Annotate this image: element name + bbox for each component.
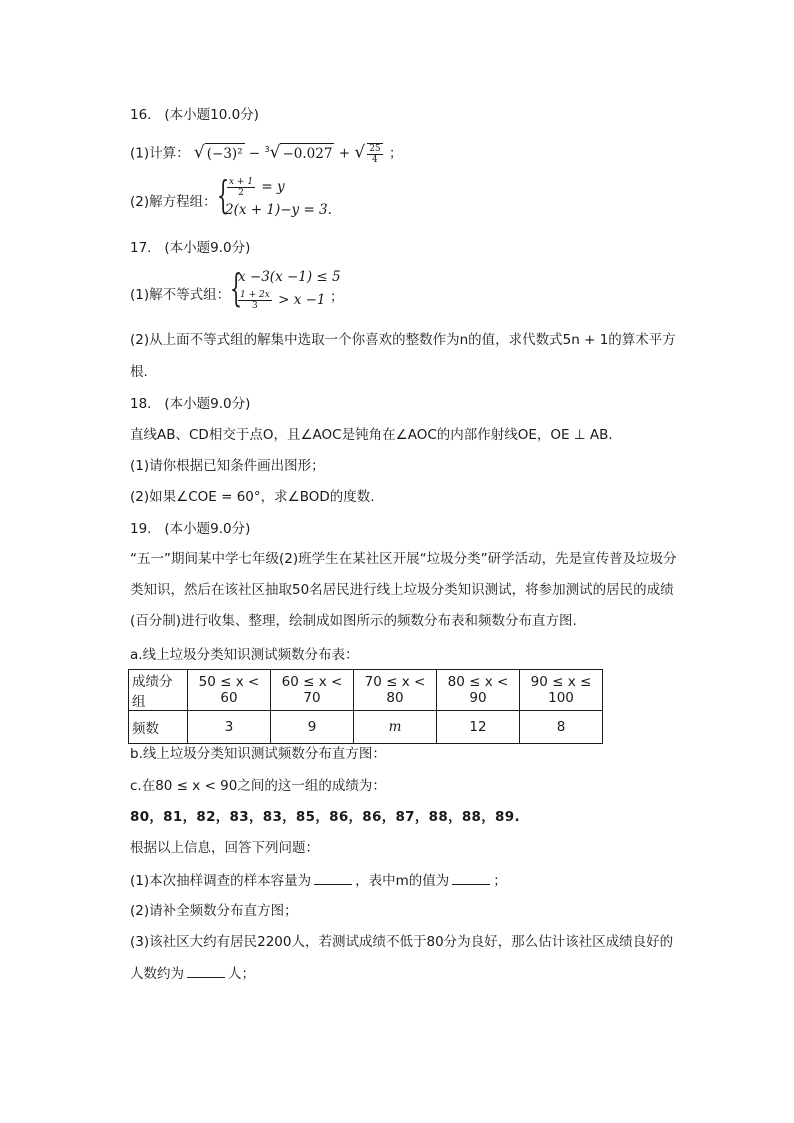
q19-sub2: (2)请补全频数分布直方图； — [130, 903, 298, 919]
answer-blank[interactable] — [187, 963, 225, 978]
q16-system-brace: { — [217, 173, 230, 217]
q16-minus: − — [248, 145, 261, 162]
table-header-cell: 90 ≤ x ≤ 100 — [520, 670, 603, 711]
q19-table-caption: a.线上垃圾分类知识测试频数分布表： — [130, 647, 359, 663]
q18-points: (本小题9.0分) — [164, 396, 251, 412]
q18-stem: 直线AB、CD相交于点O，且∠AOC是钝角在∠AOC的内部作射线OE，OE ⊥ AB. — [130, 427, 613, 443]
q16-header — [130, 105, 259, 125]
q16-cbrt-term: −0.027 — [280, 143, 334, 164]
q19-header — [130, 519, 250, 539]
q19-sub3-line2: 人数约为 人； — [130, 963, 255, 984]
table-header-cell: 60 ≤ x < 70 — [271, 670, 354, 711]
table-header-cell: 80 ≤ x < 90 — [437, 670, 520, 711]
q19-sub1: (1)本次抽样调查的样本容量为 ，表中m的值为 ； — [130, 870, 507, 891]
table-cell: 9 — [271, 711, 354, 744]
table-header-cell: 成绩分组 — [129, 670, 188, 711]
table-header-cell: 70 ≤ x < 80 — [354, 670, 437, 711]
q17-part1-end: ； — [330, 289, 344, 305]
q16-sqrt-term: (−3)² — [205, 143, 245, 164]
q19-group-caption: c.在80 ≤ x < 90之间的这一组的成绩为： — [130, 778, 386, 794]
table-cell: 3 — [188, 711, 271, 744]
q16-part2-label: (2)解方程组： — [130, 194, 217, 210]
q19-stem: “五一”期间某中学七年级(2)班学生在某社区开展“垃圾分类”研学活动，先是宣传普及垃圾分类知识，然后在该社区抽取50名居民进行线上垃圾分类知识测试，将参加测试的居民的成绩(百分制)进行收集、整理，绘制成如图所示的频数分布表和频数分布直方图. — [130, 551, 677, 629]
table-row — [129, 711, 603, 744]
table-cell: 频数 — [129, 711, 188, 744]
table-header-cell: 50 ≤ x < 60 — [188, 670, 271, 711]
q19-histogram-caption: b.线上垃圾分类知识测试频数分布直方图： — [130, 746, 386, 762]
q17-ineq1: x −3(x −1) ≤ 5 — [238, 269, 341, 285]
answer-blank[interactable] — [314, 870, 352, 885]
q16-cbrt-index: 3 — [264, 145, 270, 154]
table-cell: 12 — [437, 711, 520, 744]
table-cell: m — [354, 711, 437, 744]
q19-points: (本小题9.0分) — [164, 521, 251, 537]
q16-plus: + — [338, 145, 351, 162]
q16-eq1: $\frac{x + 1}{2}$ = y — [229, 177, 285, 198]
q17-part2-line2: 根. — [130, 364, 148, 380]
q17-points: (本小题9.0分) — [164, 240, 251, 256]
table-header-row — [129, 670, 603, 711]
q16-part1: (1)计算： √ (−3)² − $^3$√ −0.027 + √ $\frac{25}{4}$ ； — [130, 142, 403, 165]
q17-part1-label: (1)解不等式组： — [130, 287, 231, 303]
q16-number: 16. — [130, 107, 152, 123]
q18-header — [130, 394, 250, 414]
q18-part2: (2)如果∠COE = 60°，求∠BOD的度数. — [130, 489, 375, 505]
q17-ineq2: $\frac{1 + 2x}{3}$ > x −1 — [240, 290, 326, 311]
q19-prompt: 根据以上信息，回答下列问题： — [130, 840, 319, 856]
q17-system-brace: { — [230, 266, 243, 310]
table-cell: 8 — [520, 711, 603, 744]
answer-blank[interactable] — [452, 870, 490, 885]
q19-scores: 80，81，82，83，83，85，86，86，87，88，88，89. — [130, 809, 520, 825]
q16-points: (本小题10.0分) — [164, 107, 259, 123]
frequency-table — [128, 669, 603, 744]
q17-part2-line1: (2)从上面不等式组的解集中选取一个你喜欢的整数作为n的值，求代数式5n + 1的算术平方 — [130, 332, 676, 348]
q18-part1: (1)请你根据已知条件画出图形； — [130, 458, 325, 474]
q19-number: 19. — [130, 521, 152, 537]
q16-part1-label: (1)计算： — [130, 145, 190, 162]
q16-eq2: 2(x + 1)−y = 3. — [225, 202, 332, 218]
q18-number: 18. — [130, 396, 152, 412]
q16-frac: $\frac{25}{4}$ — [369, 143, 381, 165]
q17-number: 17. — [130, 240, 152, 256]
q19-sub3-line1: (3)该社区大约有居民2200人，若测试成绩不低于80分为良好，那么估计该社区成绩良好的 — [130, 934, 674, 950]
q16-part1-end: ； — [388, 145, 403, 162]
q17-header — [130, 238, 250, 258]
